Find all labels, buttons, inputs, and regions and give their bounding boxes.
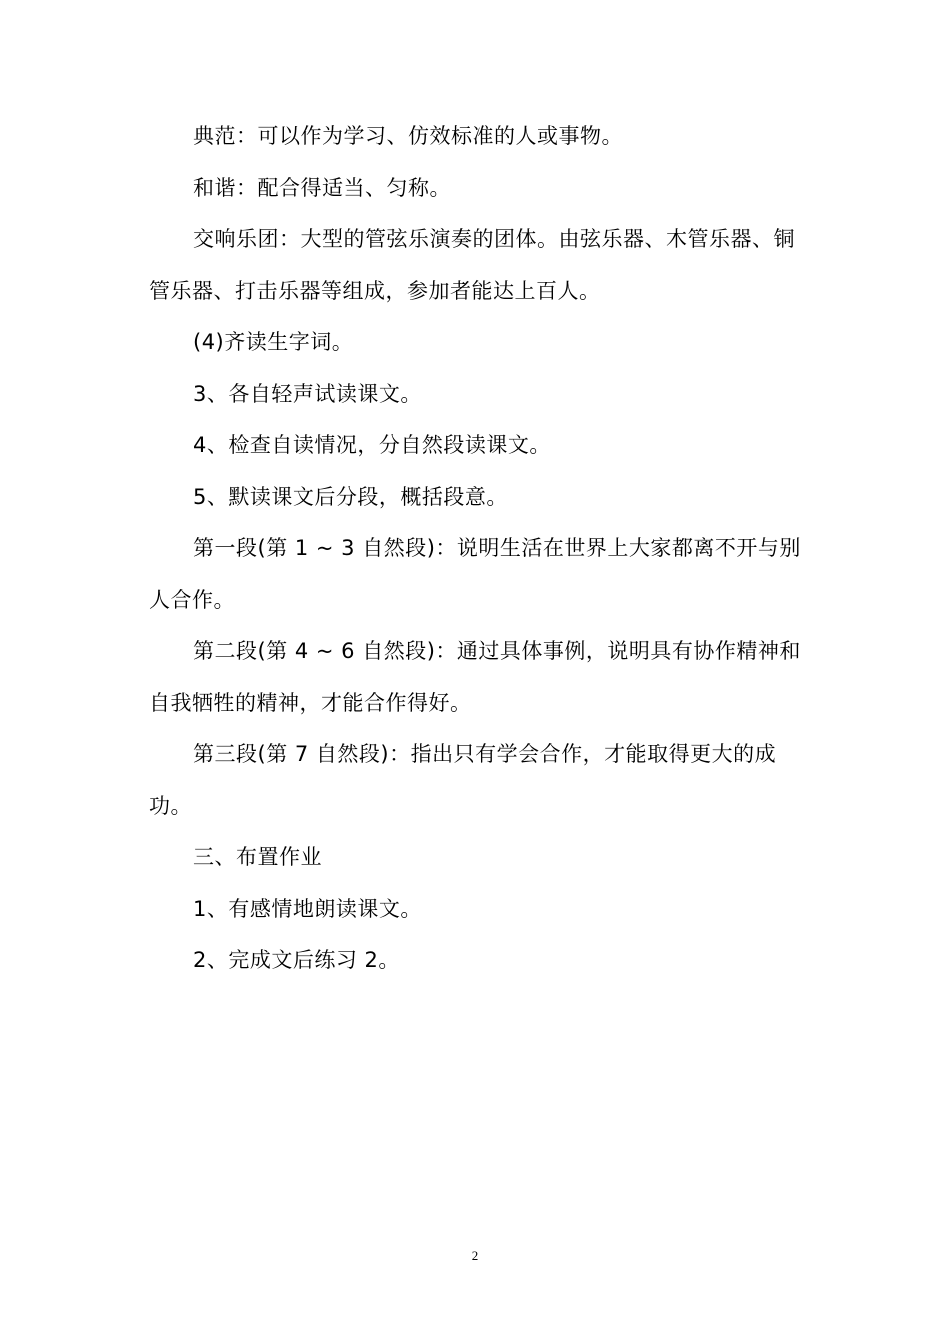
paragraph-definition-orchestra: 交响乐团：大型的管弦乐演奏的团体。由弦乐器、木管乐器、铜管乐器、打击乐器等组成，参加者能达上百人。 [149, 227, 795, 303]
paragraph-section-1: 第一段(第 1 ~ 3 自然段)：说明生活在世界上大家都离不开与别人合作。 [149, 536, 801, 612]
heading-homework: 三、布置作业 [193, 845, 322, 869]
paragraph-definition-hexie: 和谐：配合得适当、匀称。 [193, 175, 451, 200]
paragraph-homework-2: 2、完成文后练习 2。 [193, 948, 400, 972]
paragraph-step-4: 4、检查自读情况，分自然段读课文。 [193, 433, 551, 457]
paragraph-step-5: 5、默读课文后分段，概括段意。 [193, 484, 508, 509]
paragraph-read-words: (4)齐读生字词。 [193, 330, 354, 354]
paragraph-homework-1: 1、有感情地朗读课文。 [193, 896, 422, 921]
paragraph-step-3: 3、各自轻声试读课文。 [193, 381, 422, 406]
document-body [149, 111, 804, 987]
paragraph-section-3: 第三段(第 7 自然段)：指出只有学会合作，才能取得更大的成功。 [149, 742, 777, 818]
page-number: 2 [471, 1248, 479, 1263]
paragraph-section-2: 第二段(第 4 ~ 6 自然段)：通过具体事例，说明具有协作精神和自我牺牲的精神，才能合作得好。 [149, 639, 801, 715]
paragraph-definition-dianfan: 典范：可以作为学习、仿效标准的人或事物。 [193, 124, 623, 148]
